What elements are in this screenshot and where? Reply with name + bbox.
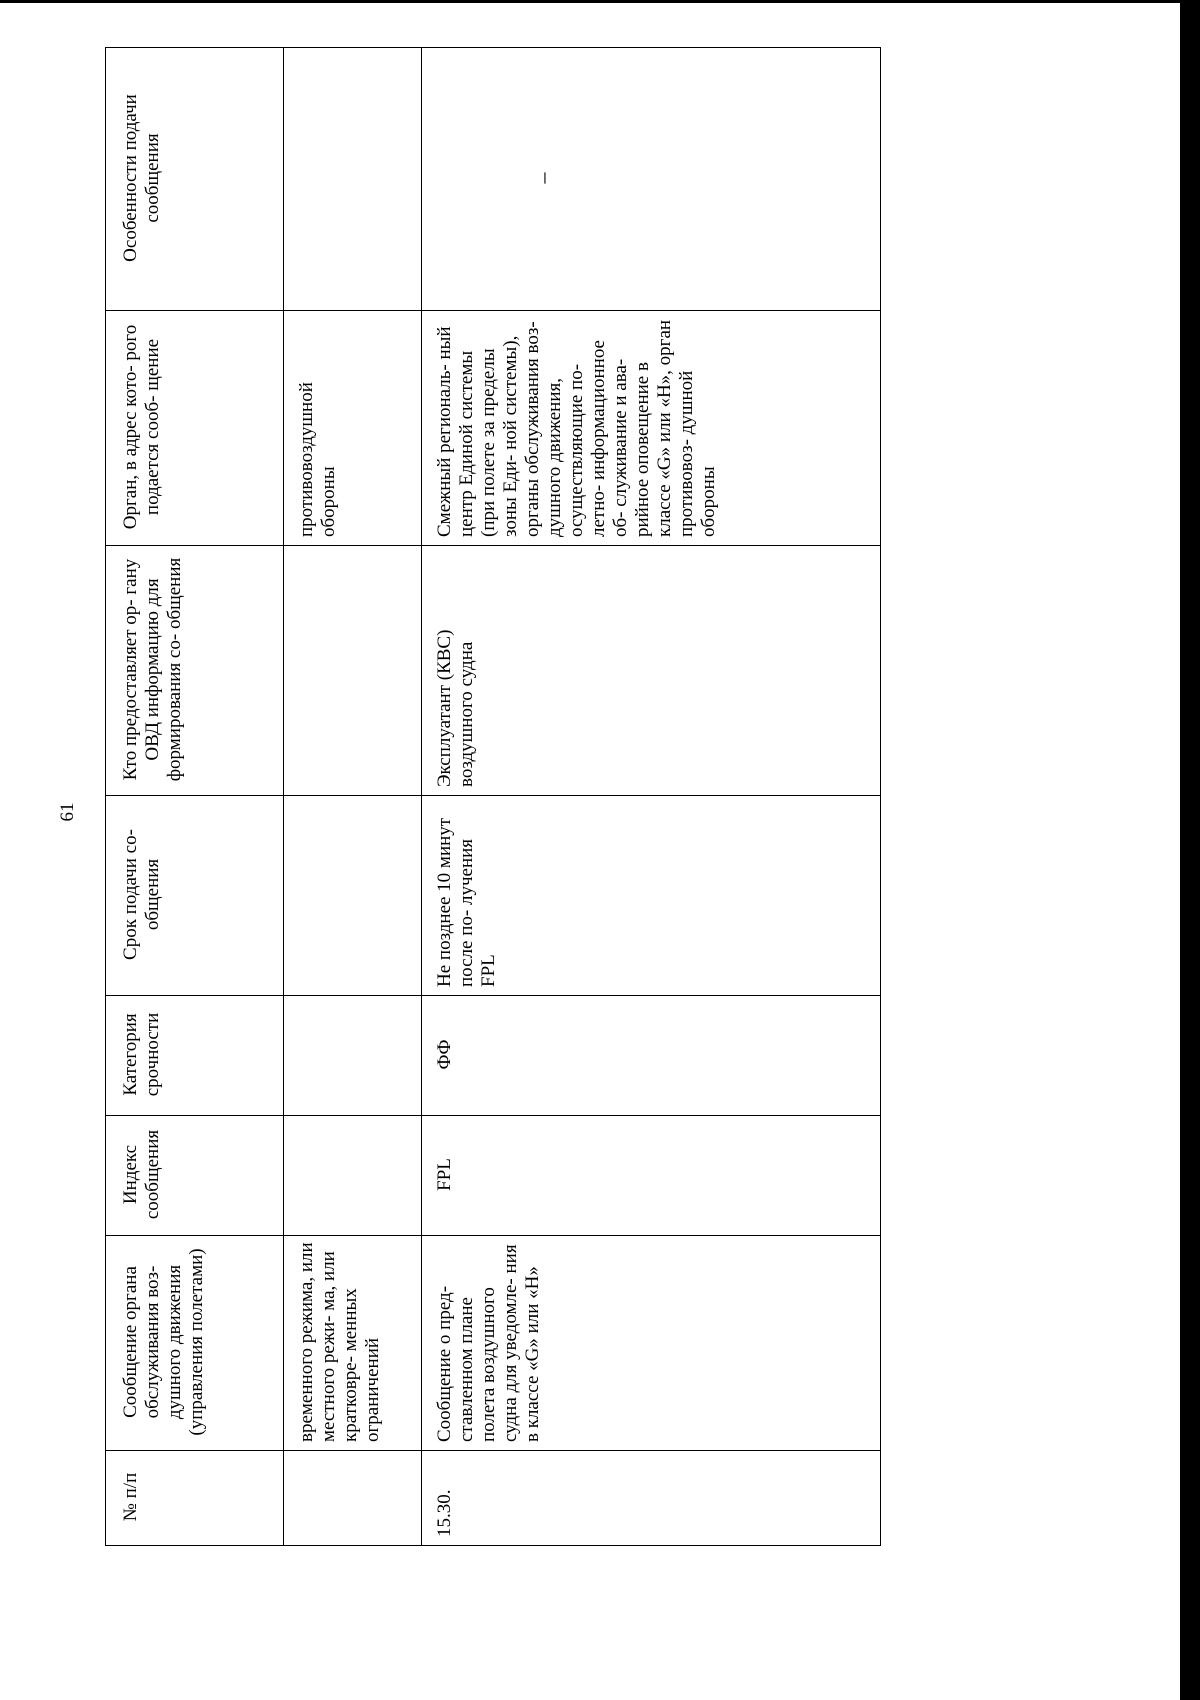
cell-category bbox=[284, 996, 422, 1116]
table-row-continuation bbox=[284, 48, 422, 1546]
cell-category: ФФ bbox=[422, 996, 881, 1116]
cell-deadline: Не позднее 10 минут после по- лучения FPL bbox=[422, 796, 881, 996]
table-header-row bbox=[106, 48, 284, 1546]
cell-features: – bbox=[422, 48, 881, 311]
cell-number: 15.30. bbox=[422, 1451, 881, 1546]
message-table bbox=[105, 47, 881, 1546]
cell-addressee: Смежный региональ- ный центр Единой системы (при полете за пределы зоны Еди- ной системы), органы обслуживания воз- душного движения, осуществляющие по- летно- информационное об- служивание и ава- рийное оповещение в классе «G» или «H», орган противовоз- душной обороны bbox=[422, 311, 881, 546]
cell-number bbox=[284, 1451, 422, 1546]
header-provider: Кто предоставляет ор- гану ОВД информацию для формирования со- общения bbox=[106, 546, 284, 796]
rotated-table-frame bbox=[105, 48, 880, 1546]
cell-features bbox=[284, 48, 422, 311]
header-message: Сообщение органа обслуживания воз- душного движения (управления полетами) bbox=[106, 1236, 284, 1451]
header-index: Индекс сообщения bbox=[106, 1116, 284, 1236]
header-addressee: Орган, в адрес кото- рого подается сооб- щение bbox=[106, 311, 284, 546]
scan-edge-right bbox=[1180, 0, 1200, 1700]
cell-provider: Эксплуатант (КВС) воздушного судна bbox=[422, 546, 881, 796]
cell-deadline bbox=[284, 796, 422, 996]
header-deadline: Срок подачи со- общения bbox=[106, 796, 284, 996]
header-number: № п/п bbox=[106, 1451, 284, 1546]
cell-message: временного режима, или местного режи- ма, или кратковре- менных ограничений bbox=[284, 1236, 422, 1451]
cell-index bbox=[284, 1116, 422, 1236]
scan-edge-top bbox=[0, 0, 1200, 3]
header-category: Категория срочности bbox=[106, 996, 284, 1116]
cell-message: Сообщение о пред- ставленном плане полета воздушного судна для уведомле- ния в классе «G» или «H» bbox=[422, 1236, 881, 1451]
table-row-15-30 bbox=[422, 48, 881, 1546]
page-number: 61 bbox=[57, 802, 78, 822]
cell-addressee: противовоздушной обороны bbox=[284, 311, 422, 546]
cell-provider bbox=[284, 546, 422, 796]
header-features: Особенности подачи сообщения bbox=[106, 48, 284, 311]
cell-index: FPL bbox=[422, 1116, 881, 1236]
